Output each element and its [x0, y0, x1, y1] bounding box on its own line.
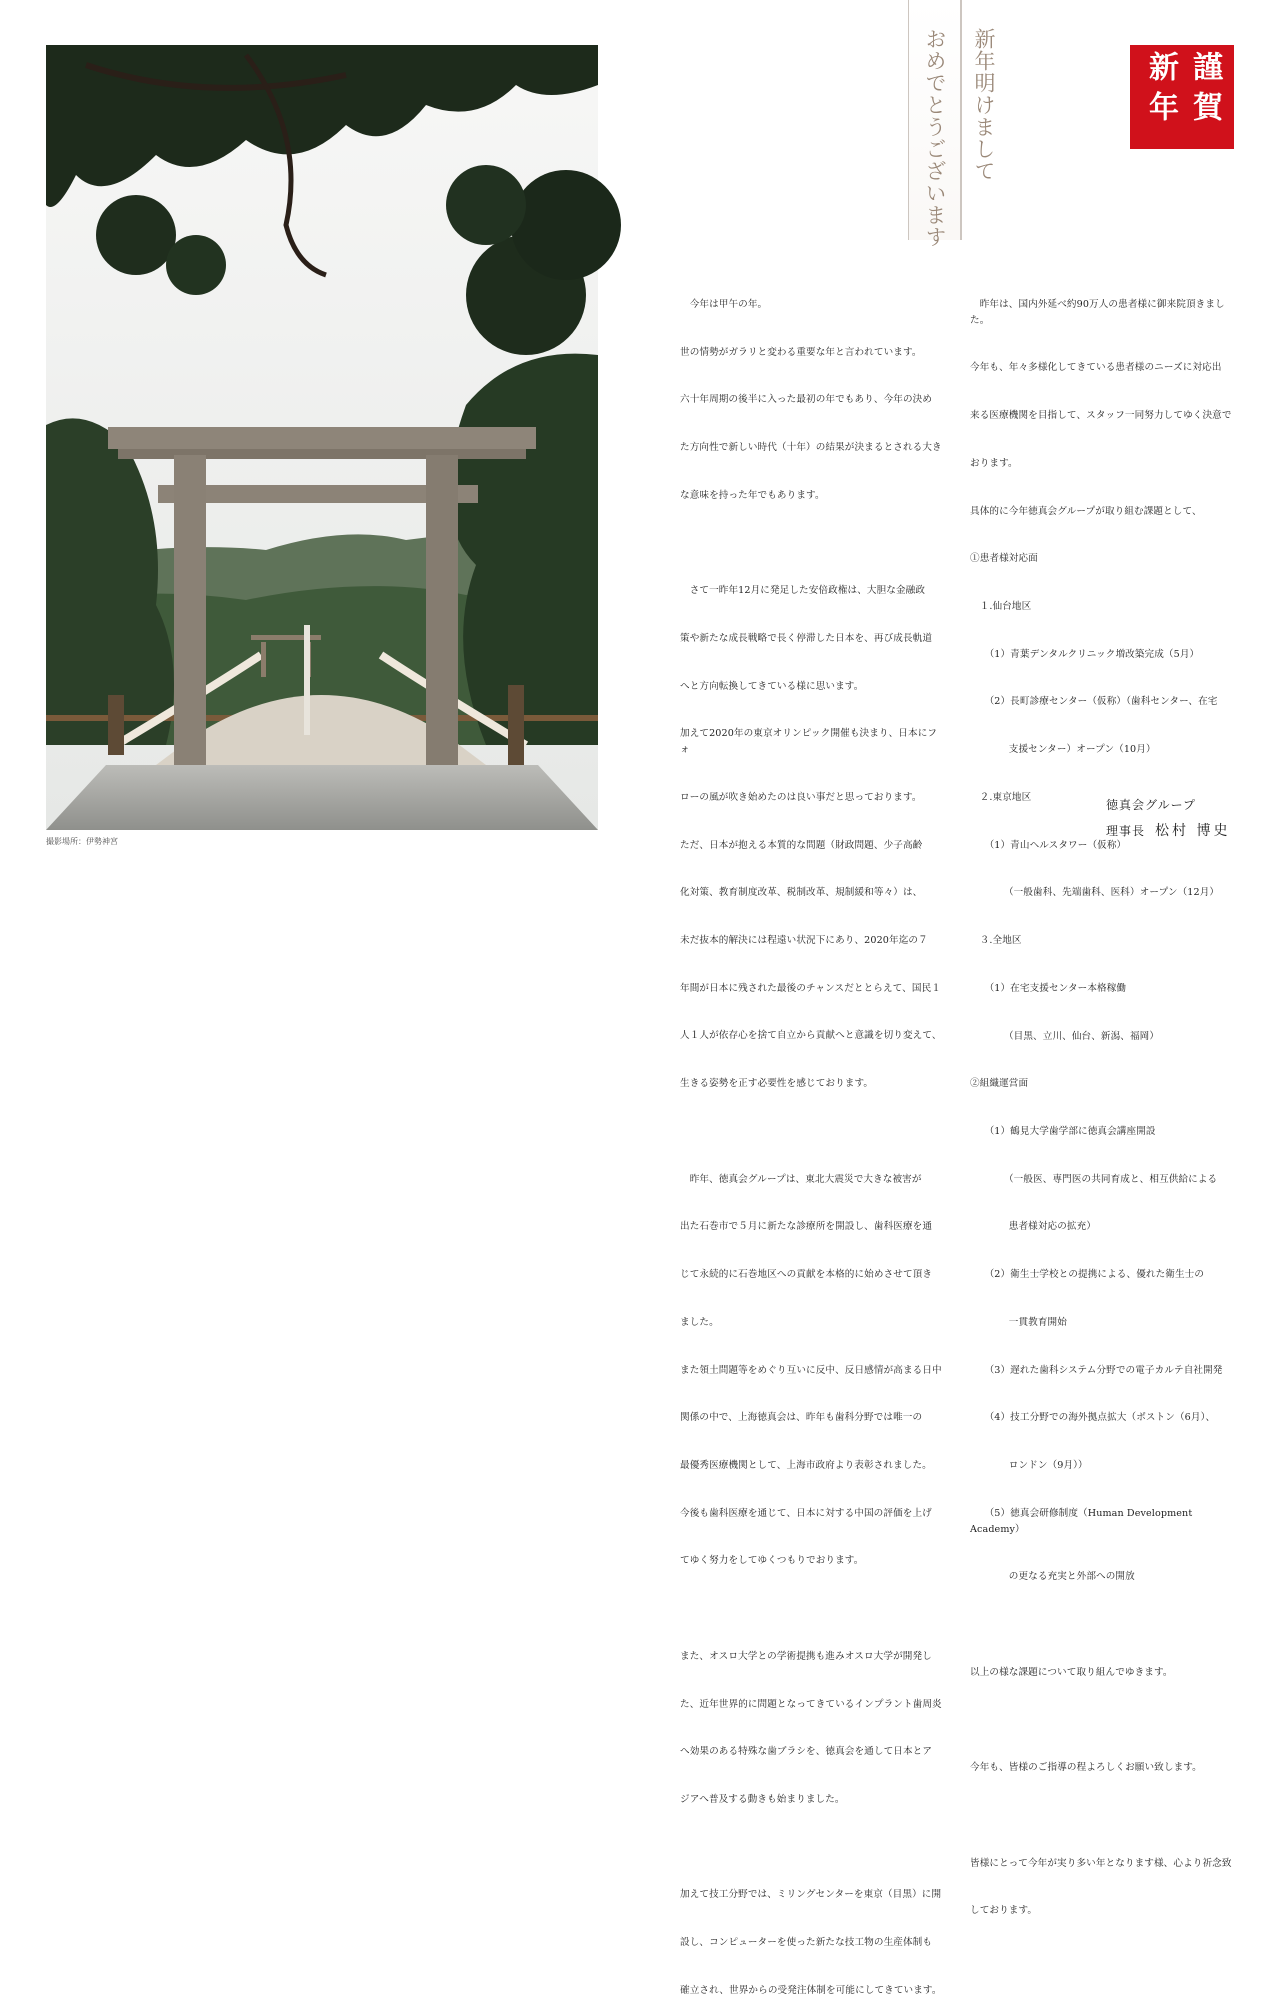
right-line: ②組織運営面	[970, 1078, 1029, 1090]
left-line: 加えて2020年の東京オリンピック開催も決まり、日本にフォ	[680, 728, 938, 756]
torii-photo-drawing	[46, 45, 598, 830]
left-line: じて永続的に石巻地区への貢献を本格的に始めさせて頂き	[680, 1269, 933, 1281]
message-right-column	[970, 265, 1240, 1935]
greeting-line-2: おめでとうございます	[923, 28, 947, 248]
left-line: 年間が日本に残された最後のチャンスだととらえて、国民１	[680, 982, 941, 994]
message-left-column	[680, 265, 945, 2015]
paragraph-gap	[680, 535, 945, 551]
left-line: 人１人が依存心を捨て自立から貢献へと意識を切り変えて、	[680, 1030, 942, 1042]
left-line: また、オスロ大学との学術提携も進みオスロ大学が開発し	[680, 1650, 932, 1662]
right-line: （2）長町診療センター（仮称）（歯科センター、在宅	[970, 696, 1218, 708]
left-line: 未だ抜本的解決には程遠い状況下にあり、2020年迄の７	[680, 935, 928, 947]
left-line: 最優秀医療機関として、上海市政府より表彰されました。	[680, 1459, 932, 1471]
left-line: 策や新たな成長戦略で長く停滞した日本を、再び成長軌道	[680, 632, 933, 644]
greeting-divider	[960, 0, 961, 240]
left-line: 世の情勢がガラリと変わる重要な年と言われています。	[680, 346, 922, 358]
left-line: 加えて技工分野では、ミリングセンターを東京（目黒）に開	[680, 1889, 942, 1901]
right-line: １.仙台地区	[970, 601, 1032, 613]
paragraph-gap	[680, 1124, 945, 1140]
left-line: な意味を持った年でもあります。	[680, 489, 825, 501]
right-line: （一般医、専門医の共同育成と、相互供給による	[970, 1173, 1218, 1185]
left-line: 今後も歯科医療を通じて、日本に対する中国の評価を上げ	[680, 1507, 932, 1519]
left-line: また領土問題等をめぐり互いに反中、反日感情が高まる日中	[680, 1364, 942, 1376]
signature-group: 徳真会グループ	[1106, 798, 1197, 812]
right-line: 一貫教育開始	[970, 1316, 1067, 1328]
right-line: の更なる充実と外部への開放	[970, 1571, 1135, 1583]
paragraph-gap	[970, 1712, 1240, 1728]
left-line: 設し、コンピューターを使った新たな技工物の生産体制も	[680, 1937, 933, 1949]
left-line: 出た石巻市で５月に新たな診療所を開設し、歯科医療を通	[680, 1221, 933, 1233]
right-line: ２.東京地区	[970, 791, 1032, 803]
paragraph-gap	[680, 1601, 945, 1617]
left-line: へ効果のある特殊な歯ブラシを、徳真会を通して日本とア	[680, 1746, 933, 1758]
right-line: 以上の様な課題について取り組んでゆきます。	[970, 1666, 1173, 1678]
left-line: ただ、日本が抱える本質的な問題（財政問題、少子高齢	[680, 839, 923, 851]
seal-col-left: 新年	[1143, 51, 1178, 131]
signature-name: 松村 博史	[1155, 823, 1231, 839]
left-line: 関係の中で、上海徳真会は、昨年も歯科分野では唯一の	[680, 1412, 923, 1424]
left-line: 六十年周期の後半に入った最初の年でもあり、今年の決め	[680, 394, 933, 406]
left-line: た、近年世界的に問題となってきているインプラント歯周炎	[680, 1698, 942, 1710]
right-line: 皆様にとって今年が実り多い年となります様、心より祈念致	[970, 1857, 1232, 1869]
right-line: （目黒、立川、仙台、新潟、福岡）	[970, 1030, 1160, 1042]
right-line: 昨年は、国内外延べ約90万人の患者様に御来院頂きました。	[970, 298, 1225, 326]
signature-line	[1106, 820, 1230, 840]
right-line: 今年も、年々多様化してきている患者様のニーズに対応出	[970, 362, 1222, 374]
left-line: てゆく努力をしてゆくつもりでおります。	[680, 1555, 864, 1567]
left-line: 今年は甲午の年。	[680, 298, 768, 310]
left-line: 確立され、世界からの受発注体制を可能にしてきています。	[680, 1984, 942, 1996]
right-line: （一般歯科、先端歯科、医科）オープン（12月）	[970, 887, 1220, 899]
right-line: （5）徳真会研修制度（Human Development Academy）	[970, 1507, 1196, 1535]
right-line: （1）在宅支援センター本格稼働	[970, 982, 1127, 994]
left-line: 化対策、教育制度改革、税制改革、規制緩和等々）は、	[680, 887, 923, 899]
greeting-line-1: 新年明けまして	[972, 28, 996, 182]
seal-col-right: 謹賀	[1187, 51, 1222, 131]
left-line: 昨年、徳真会グループは、東北大震災で大きな被害が	[680, 1173, 922, 1185]
paragraph-gap	[970, 1617, 1240, 1633]
right-line: 具体的に今年徳真会グループが取り組む課題として、	[970, 505, 1202, 517]
torii-photo	[46, 45, 598, 830]
left-line: さて一昨年12月に発足した安倍政権は、大胆な金融政	[680, 585, 926, 597]
left-line: へと方向転換してきている様に思います。	[680, 680, 864, 692]
right-line: ロンドン（9月））	[970, 1459, 1088, 1471]
left-line: ジアへ普及する動きも始まりました。	[680, 1793, 845, 1805]
right-line: （4）技工分野での海外拠点拡大（ボストン（6月）、	[970, 1412, 1216, 1424]
left-line: 生きる姿勢を正す必要性を感じております。	[680, 1078, 874, 1090]
paragraph-gap	[680, 1840, 945, 1856]
right-line: ①患者様対応面	[970, 553, 1038, 565]
new-year-seal	[1130, 45, 1234, 149]
left-line: ました。	[680, 1316, 719, 1328]
right-line: 支援センター）オープン（10月）	[970, 744, 1156, 756]
signature-title: 理事長	[1106, 824, 1146, 838]
left-line: た方向性で新しい時代（十年）の結果が決まるとされる大き	[680, 441, 942, 453]
right-line: （1）青山ヘルスタワー（仮称）	[970, 839, 1127, 851]
right-line: ３.全地区	[970, 935, 1022, 947]
right-line: おります。	[970, 457, 1018, 469]
paragraph-gap	[970, 1808, 1240, 1824]
right-line: （3）遅れた歯科システム分野での電子カルテ自社開発	[970, 1364, 1223, 1376]
right-line: 今年も、皆様のご指導の程よろしくお願い致します。	[970, 1762, 1202, 1774]
right-line: （1）鶴見大学歯学部に徳真会講座開設	[970, 1125, 1156, 1137]
right-line: （2）衛生士学校との提携による、優れた衛生士の	[970, 1269, 1205, 1281]
left-line: ローの風が吹き始めたのは良い事だと思っております。	[680, 791, 922, 803]
photo-caption: 撮影場所：伊勢神宮	[46, 837, 118, 846]
right-line: 患者様対応の拡充）	[970, 1221, 1097, 1233]
right-line: しております。	[970, 1905, 1038, 1917]
right-line: 来る医療機関を目指して、スタッフ一同努力してゆく決意で	[970, 410, 1232, 422]
right-line: （1）青葉デンタルクリニック増改築完成（5月）	[970, 648, 1200, 660]
